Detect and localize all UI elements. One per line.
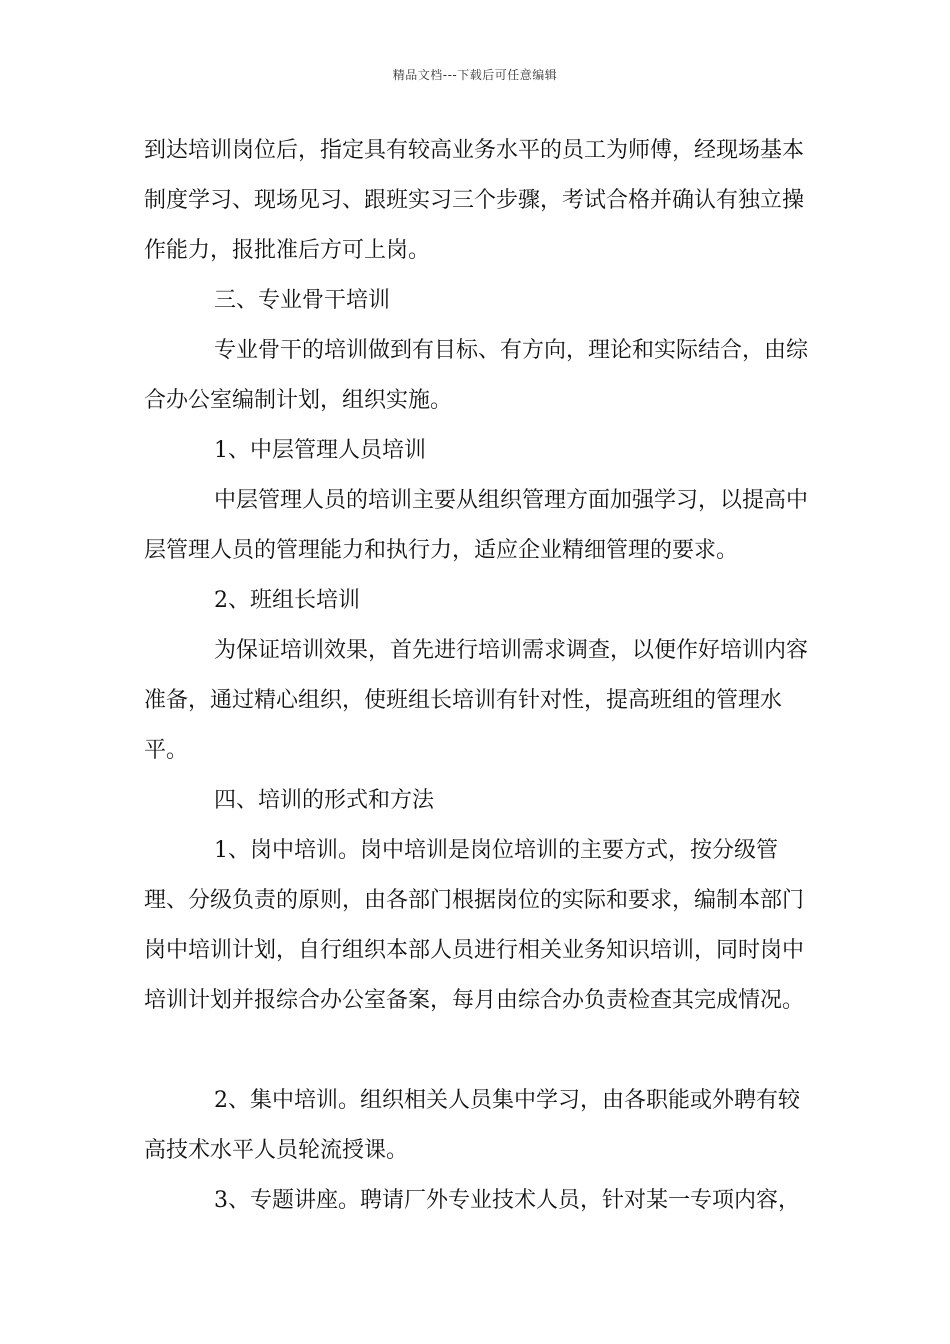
- heading-middle-management: 1、中层管理人员培训: [214, 438, 426, 463]
- paragraph-special-lectures: 3、专题讲座。聘请厂外专业技术人员，针对某一专项内容，: [214, 1188, 800, 1213]
- paragraph-on-job-training: 1、岗中培训。岗中培训是岗位培训的主要方式，按分级管理、分级负责的原则，由各部门根据岗位的实际和要求，编制本部门岗中培训计划，自行组织本部人员进行相关业务知识培训，同时岗中培训计划并报综合办公室备案，每月由综合办负责检查其完成情况。: [144, 838, 805, 1013]
- paragraph-backbone-training: 专业骨干的培训做到有目标、有方向，理论和实际结合，由综合办公室编制计划，组织实施。: [144, 338, 809, 413]
- paragraph-middle-management: 中层管理人员的培训主要从组织管理方面加强学习，以提高中层管理人员的管理能力和执行力，适应企业精细管理的要求。: [144, 488, 809, 563]
- paragraph-team-leader: 为保证培训效果，首先进行培训需求调查，以便作好培训内容准备，通过精心组织，使班组长培训有针对性，提高班组的管理水平。: [144, 638, 809, 763]
- heading-section-four: 四、培训的形式和方法: [214, 788, 435, 813]
- heading-section-three: 三、专业骨干培训: [214, 288, 391, 313]
- heading-team-leader: 2、班组长培训: [214, 588, 360, 613]
- page-header: 精品文档---下载后可任意编辑: [392, 68, 558, 82]
- paragraph-apprentice: 到达培训岗位后，指定具有较高业务水平的员工为师傅，经现场基本制度学习、现场见习、跟班实习三个步骤，考试合格并确认有独立操作能力，报批准后方可上岗。: [144, 138, 805, 263]
- paragraph-centralized-training: 2、集中培训。组织相关人员集中学习，由各职能或外聘有较高技术水平人员轮流授课。: [144, 1088, 800, 1163]
- document-body: [144, 126, 814, 1226]
- blank-line: [144, 1026, 814, 1076]
